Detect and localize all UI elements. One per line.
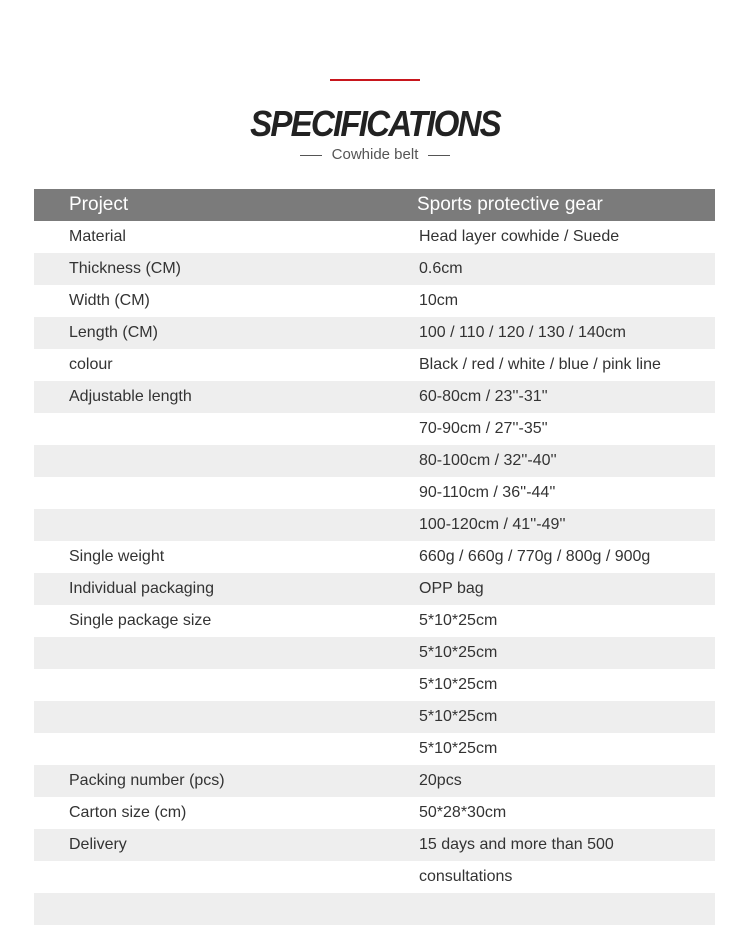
subtitle: Cowhide belt: [331, 146, 419, 163]
row-label: Adjustable length: [69, 388, 192, 405]
table-row: [34, 509, 715, 541]
column-header-product: Sports protective gear: [417, 194, 603, 215]
table-row: [34, 413, 715, 445]
row-label: Delivery: [69, 836, 127, 853]
row-value: 5*10*25cm: [419, 740, 498, 757]
table-row: [34, 829, 715, 861]
table-row: [34, 797, 715, 829]
row-value: Black / red / white / blue / pink line: [419, 356, 661, 373]
row-value: 50*28*30cm: [419, 804, 507, 821]
row-value: 10cm: [419, 292, 459, 309]
table-row: [34, 701, 715, 733]
row-label: colour: [69, 356, 113, 373]
subtitle-rule-left: [300, 155, 322, 156]
table-row: [34, 541, 715, 573]
row-label: Individual packaging: [69, 580, 214, 597]
row-value: consultations: [419, 868, 513, 885]
subtitle-block: [0, 145, 750, 165]
table-row: [34, 477, 715, 509]
accent-divider: [330, 79, 420, 81]
table-row: [34, 733, 715, 765]
row-label: Material: [69, 228, 126, 245]
row-value: 60-80cm / 23''-31'': [419, 388, 548, 405]
row-value: 80-100cm / 32''-40'': [419, 452, 557, 469]
table-row: [34, 381, 715, 413]
table-row: [34, 253, 715, 285]
table-row: [34, 445, 715, 477]
spec-table: [34, 189, 715, 925]
page-title: SPECIFICATIONS: [250, 103, 500, 144]
row-value: 5*10*25cm: [419, 644, 498, 661]
row-value: 5*10*25cm: [419, 612, 498, 629]
table-header: [34, 189, 715, 221]
row-value: 0.6cm: [419, 260, 463, 277]
table-row: [34, 765, 715, 797]
row-value: 15 days and more than 500: [419, 836, 614, 853]
row-value: 5*10*25cm: [419, 708, 498, 725]
row-label: Length (CM): [69, 324, 158, 341]
row-value: Head layer cowhide / Suede: [419, 228, 620, 245]
row-value: 20pcs: [419, 772, 462, 789]
table-row: [34, 221, 715, 253]
table-row: [34, 861, 715, 893]
row-label: Thickness (CM): [69, 260, 182, 277]
subtitle-rule-right: [428, 155, 450, 156]
row-value: OPP bag: [419, 580, 484, 597]
table-row: [34, 285, 715, 317]
row-label: Packing number (pcs): [69, 772, 225, 789]
row-value: 660g / 660g / 770g / 800g / 900g: [419, 548, 651, 565]
row-label: Carton size (cm): [69, 804, 187, 821]
table-row: [34, 669, 715, 701]
table-row: [34, 349, 715, 381]
table-row: [34, 637, 715, 669]
table-row: [34, 317, 715, 349]
row-label: Single weight: [69, 548, 165, 565]
row-value: 5*10*25cm: [419, 676, 498, 693]
table-row: [34, 605, 715, 637]
table-row: [34, 573, 715, 605]
row-value: 100 / 110 / 120 / 130 / 140cm: [419, 324, 626, 341]
row-value: 90-110cm / 36''-44'': [419, 484, 556, 501]
row-value: 100-120cm / 41''-49'': [419, 516, 566, 533]
column-header-project: Project: [69, 194, 129, 215]
row-label: Single package size: [69, 612, 212, 629]
row-value: 70-90cm / 27''-35'': [419, 420, 548, 437]
row-label: Width (CM): [69, 292, 150, 309]
table-row: [34, 893, 715, 925]
